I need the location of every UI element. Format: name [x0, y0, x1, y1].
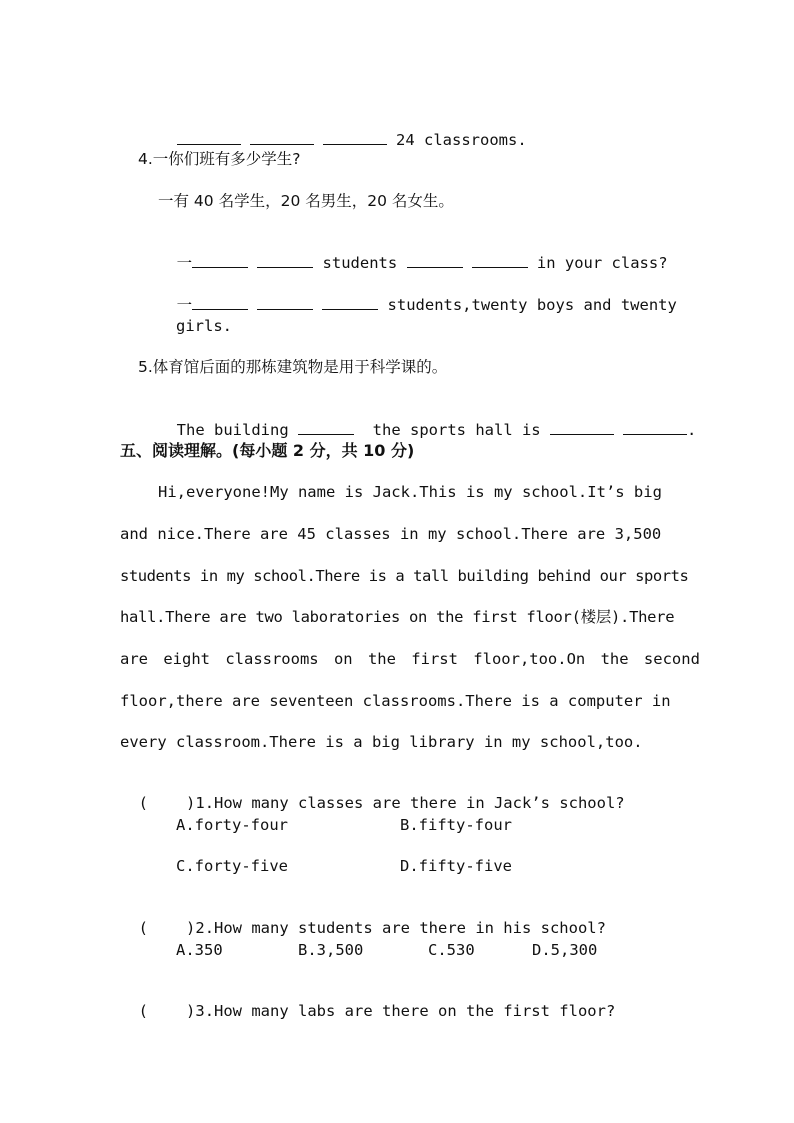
answer-blank[interactable]: [298, 419, 354, 435]
answer-blank[interactable]: [192, 294, 248, 310]
q5-prompt: 5.体育馆后面的那栋建筑物是用于科学课的。: [138, 358, 448, 376]
passage-line: hall.There are two laboratories on the first floor(楼层).There: [120, 608, 675, 626]
answer-paren-close[interactable]: ): [186, 919, 196, 937]
passage-line: are eight classrooms on the first floor,too.On the second: [120, 650, 700, 668]
section-heading: 五、阅读理解。(每小题 2 分，共 10 分): [120, 441, 415, 460]
q4-word: in your class?: [536, 254, 668, 272]
q5-line: [158, 399, 696, 440]
answer-blank[interactable]: [472, 252, 528, 268]
passage-line: Hi,everyone!My name is Jack.This is my school.It’s big: [158, 483, 662, 501]
answer-paren-open[interactable]: (: [138, 1002, 149, 1020]
option-a[interactable]: A.350: [176, 941, 223, 959]
answer-blank[interactable]: [550, 419, 614, 435]
option-c[interactable]: C.forty-five: [176, 857, 288, 875]
q4-prompt: 4.一你们班有多少学生?: [138, 150, 301, 168]
option-a[interactable]: A.forty-four: [176, 816, 288, 834]
answer-blank[interactable]: [322, 294, 378, 310]
answer-paren-open[interactable]: (: [138, 794, 149, 812]
answer-blank[interactable]: [323, 129, 387, 145]
dash: 一: [176, 254, 193, 272]
option-b[interactable]: B.fifty-four: [400, 816, 512, 834]
question-1: [120, 773, 625, 813]
passage-line: students in my school.There is a tall building behind our sports: [120, 567, 689, 585]
q4-word: students,twenty boys and twenty: [387, 296, 677, 314]
passage-line: and nice.There are 45 classes in my school.There are 3,500: [120, 525, 662, 543]
q5-prefix: The building: [176, 421, 289, 439]
q4-line2: [158, 274, 677, 315]
question-3: [120, 981, 615, 1021]
answer-blank[interactable]: [192, 252, 248, 268]
question-text: 3.How many labs are there on the first floor?: [195, 1002, 616, 1020]
answer-blank[interactable]: [257, 252, 313, 268]
answer-paren-open[interactable]: (: [138, 919, 149, 937]
q3-tail-text: 24 classrooms.: [396, 131, 527, 149]
dash: 一: [176, 296, 193, 314]
q4-line2-cont: girls.: [176, 317, 232, 335]
answer-blank[interactable]: [177, 129, 241, 145]
option-d[interactable]: D.5,300: [532, 941, 598, 959]
q4-answer-cn: 一有 40 名学生，20 名男生，20 名女生。: [158, 192, 454, 210]
option-b[interactable]: B.3,500: [298, 941, 364, 959]
answer-blank[interactable]: [250, 129, 314, 145]
q4-line1: [158, 232, 668, 273]
passage-line: every classroom.There is a big library in my school,too.: [120, 733, 643, 751]
answer-blank[interactable]: [407, 252, 463, 268]
passage-line: floor,there are seventeen classrooms.There is a computer in: [120, 692, 671, 710]
q5-middle: the sports hall is: [372, 421, 541, 439]
answer-blank[interactable]: [257, 294, 313, 310]
question-text: 1.How many classes are there in Jack’s school?: [195, 794, 625, 812]
question-2: [120, 898, 606, 938]
q5-end: .: [687, 421, 697, 439]
answer-blank[interactable]: [623, 419, 687, 435]
option-c[interactable]: C.530: [428, 941, 475, 959]
q3-answer-line: [158, 109, 527, 150]
option-d[interactable]: D.fifty-five: [400, 857, 512, 875]
answer-paren-close[interactable]: ): [186, 1002, 196, 1020]
answer-paren-close[interactable]: ): [186, 794, 196, 812]
q4-word: students: [322, 254, 398, 272]
question-text: 2.How many students are there in his school?: [195, 919, 606, 937]
